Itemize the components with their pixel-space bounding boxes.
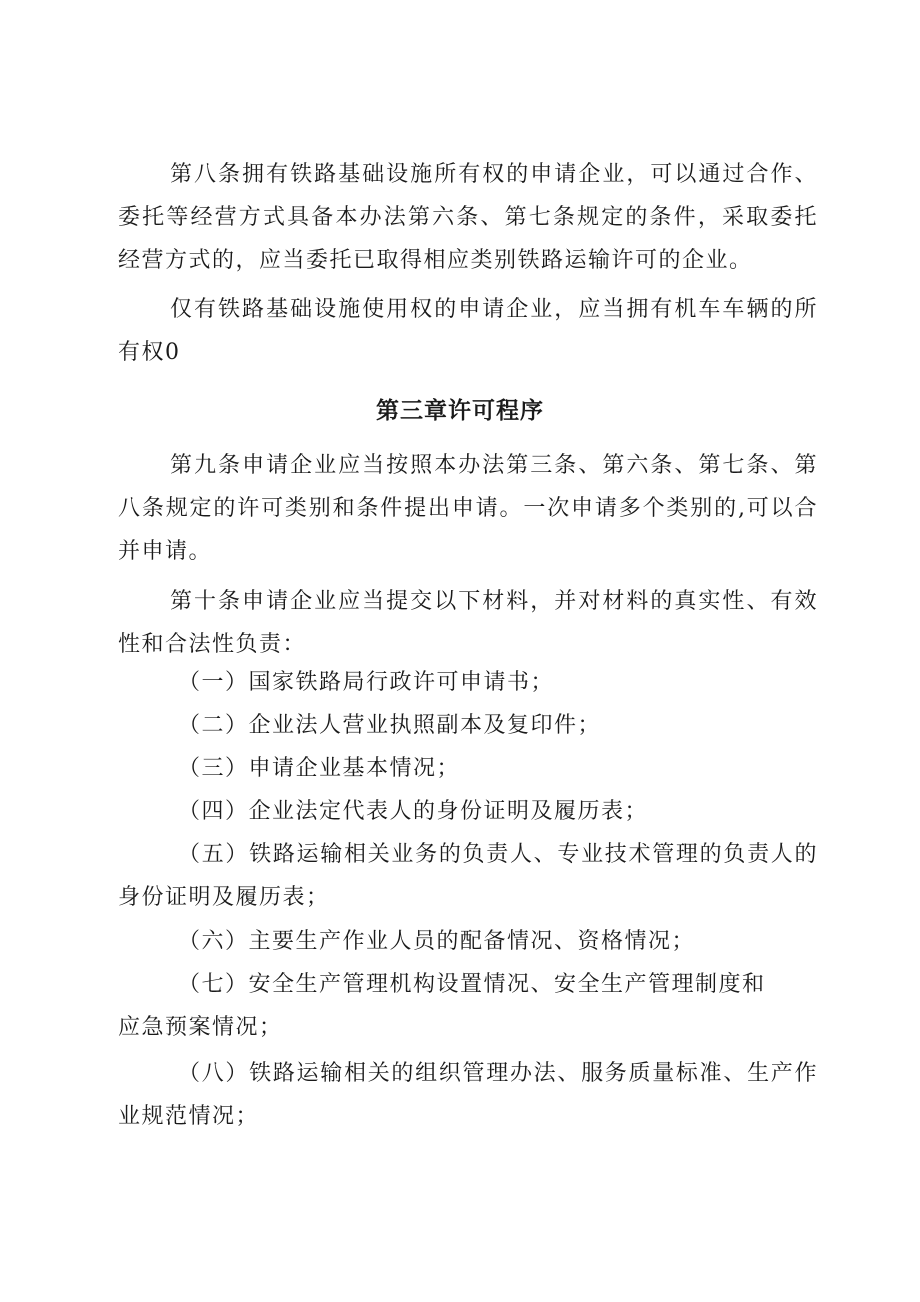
article-8-paragraph-2: 仅有铁路基础设施使用权的申请企业，应当拥有机车车辆的所有权0: [118, 297, 818, 365]
article-9-text: 申请企业应当按照本办法第三条、第六条、第七条、第八条规定的许可类别和条件提出申请。一次申请多个类别的,可以合并申请。: [118, 453, 818, 564]
list-item-6: （六）主要生产作业人员的配备情况、资格情况；: [178, 929, 696, 954]
article-8-paragraph-1: 第八条拥有铁路基础设施所有权的申请企业，可以通过合作、委托等经营方式具备本办法第六条、第七条规定的条件，采取委托经营方式的，应当委托已取得相应类别铁路运输许可的企业。: [118, 162, 818, 273]
list-item-7-continuation: 应急预案情况；: [118, 1015, 283, 1040]
list-item-3: （三）申请企业基本情况；: [178, 756, 461, 781]
list-item-1: （一）国家铁路局行政许可申请书；: [178, 670, 555, 695]
article-9-label: 第九条: [170, 453, 243, 478]
list-item-2: （二）企业法人营业执照副本及复印件；: [178, 713, 602, 738]
chapter-3-heading: 第三章许可程序: [376, 398, 544, 424]
article-10-paragraph: 第十条申请企业应当提交以下材料，并对材料的真实性、有效性和合法性负责：: [118, 589, 818, 657]
list-item-7: （七）安全生产管理机构设置情况、安全生产管理制度和: [178, 972, 766, 997]
list-item-5: （五）铁路运输相关业务的负责人、专业技术管理的负责人的身份证明及履历表；: [118, 842, 818, 910]
list-item-8: （八）铁路运输相关的组织管理办法、服务质量标准、生产作业规范情况；: [118, 1061, 818, 1129]
list-item-4: （四）企业法定代表人的身份证明及履历表；: [178, 799, 649, 824]
article-9-paragraph: [118, 444, 818, 573]
